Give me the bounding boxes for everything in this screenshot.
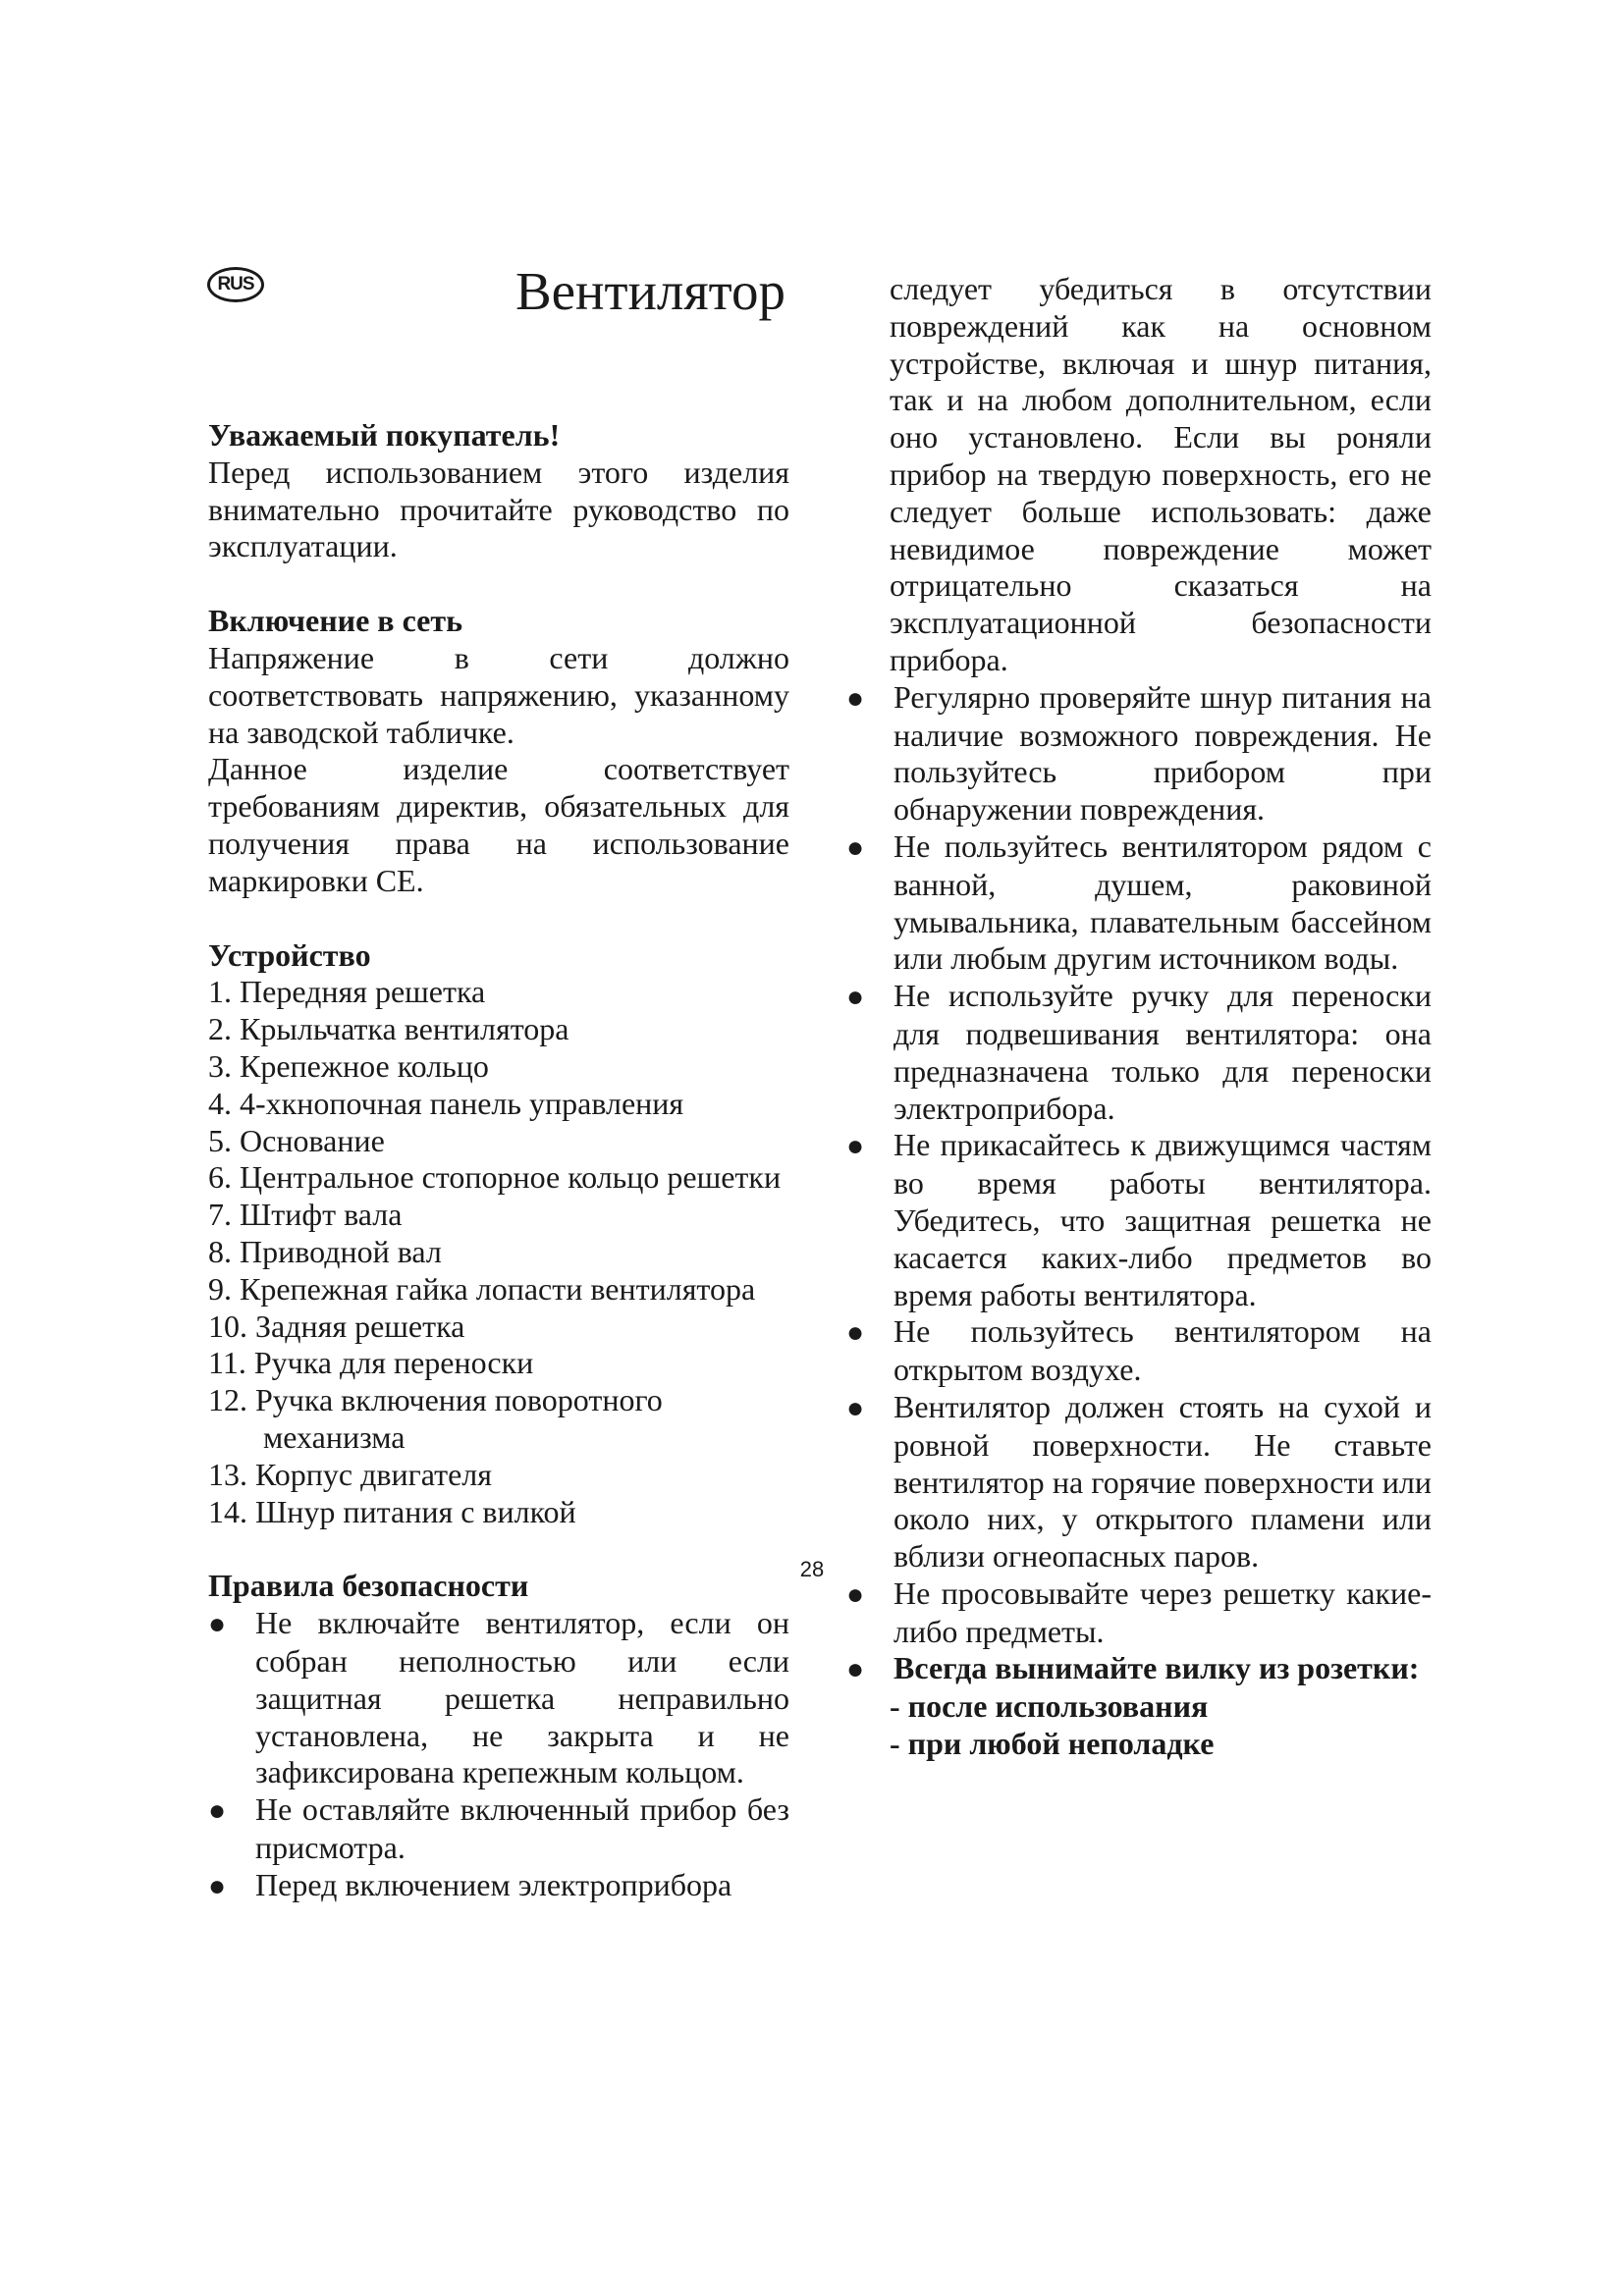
- greeting-text: Перед использованием этого изделия внимательно прочитайте руководство по эксплуатации.: [208, 454, 789, 564]
- greeting-heading: Уважаемый покупатель!: [208, 417, 561, 453]
- list-item: 14. Шнур питания с вилкой: [208, 1493, 576, 1529]
- list-item: 2. Крыльчатка вентилятора: [208, 1011, 569, 1047]
- list-item: 3. Крепежное кольцо: [208, 1047, 489, 1084]
- safety-item-text: Не просовывайте через решетку какие-либо предметы.: [893, 1575, 1432, 1649]
- safety-item: [846, 828, 1432, 978]
- bullet-icon: ●: [208, 1869, 227, 1902]
- safety-item-text: Вентилятор должен стоять на сухой и ровной поверхности. Не ставьте вентилятор на горячие поверхности или около них, у открытого пламени или вблизи огнеопасных паров.: [893, 1388, 1432, 1575]
- safety-item: [846, 1389, 1432, 1575]
- spacer: [208, 900, 789, 937]
- list-item: 11. Ручка для переноски: [208, 1345, 534, 1381]
- safety-item: [846, 1313, 1432, 1389]
- list-item: 9. Крепежная гайка лопасти вентилятора: [208, 1270, 756, 1307]
- list-item: 8. Приводной вал: [208, 1233, 442, 1269]
- bullet-icon: ●: [208, 1794, 227, 1828]
- safety-item-text: Перед включением электроприбора: [255, 1866, 732, 1902]
- language-badge: RUS: [207, 267, 264, 302]
- safety-item-text: Регулярно проверяйте шнур питания на наличие возможного повреждения. Не пользуйтесь прибором при обнаружении повреждения.: [893, 678, 1432, 828]
- device-parts-list: [208, 974, 789, 1530]
- list-item: 4. 4-хкнопочная панель управления: [208, 1085, 684, 1121]
- unplug-heading: Всегда вынимайте вилку из розетки:: [893, 1650, 1420, 1686]
- bullet-icon: ●: [846, 1130, 865, 1163]
- safety-item-text: Не используйте ручку для переноски для подвешивания вентилятора: она предназначена только для переноски электроприбора.: [893, 978, 1432, 1126]
- bullet-icon: ●: [846, 1653, 865, 1686]
- list-item: 12. Ручка включения поворотного механизма: [208, 1382, 663, 1455]
- safety-item: [846, 978, 1432, 1127]
- list-item: 10. Задняя решетка: [208, 1308, 465, 1344]
- safety-item: [208, 1605, 789, 1791]
- unplug-case: - при любой неполадке: [890, 1726, 1215, 1762]
- list-item: 5. Основание: [208, 1122, 385, 1158]
- safety-item: [846, 1127, 1432, 1313]
- safety-item-text: Не прикасайтесь к движущимся частям во время работы вентилятора. Убедитесь, что защитная решетка не касается каких-либо предметов во время работы вентилятора.: [893, 1127, 1432, 1312]
- safety-item-text: Не пользуйтесь вентилятором рядом с ванной, душем, раковиной умывальника, плавательным бассейном или любым другим источником воды.: [893, 828, 1432, 977]
- page-number: 28: [799, 1557, 825, 1581]
- bullet-icon: ●: [846, 1316, 865, 1350]
- list-item: 1. Передняя решетка: [208, 974, 486, 1010]
- safety-item-text: Не пользуйтесь вентилятором на открытом воздухе.: [893, 1313, 1432, 1388]
- power-text-ce: Данное изделие соответствует требованиям директив, обязательных для получения права на использование маркировки CE.: [208, 751, 789, 898]
- bullet-icon: ●: [846, 1577, 865, 1611]
- bullet-icon: ●: [846, 981, 865, 1014]
- bullet-icon: ●: [846, 830, 865, 864]
- safety-item: [208, 1867, 789, 1905]
- left-column: [208, 417, 789, 1904]
- bullet-icon: ●: [846, 681, 865, 715]
- unplug-case: - после использования: [890, 1688, 1209, 1725]
- spacer: [208, 565, 789, 603]
- safety-item-text: Не включайте вентилятор, если он собран неполностью или если защитная решетка неправильно установлена, не закрыта и не зафиксирована крепежным кольцом.: [255, 1605, 789, 1790]
- bullet-icon: ●: [846, 1391, 865, 1424]
- power-text-voltage: Напряжение в сети должно соответствовать напряжению, указанному на заводской табличке.: [208, 639, 789, 750]
- device-heading: Устройство: [208, 936, 371, 973]
- safety-item-text: Не оставляйте включенный прибор без присмотра.: [255, 1791, 789, 1865]
- safety-item-continuation: следует убедиться в отсутствии повреждений как на основном устройстве, включая и шнур питания, так и на любом дополнительном, если оно установлено. Если вы роняли прибор на твердую поверхность, его не следует больше использовать: даже невидимое повреждение может отрицательно сказаться на эксплуатационной безопасности прибора.: [890, 271, 1432, 677]
- safety-item: [208, 1791, 789, 1867]
- unplug-warning: [846, 1650, 1432, 1688]
- safety-item: [846, 679, 1432, 828]
- page-title: Вентилятор: [514, 261, 785, 321]
- list-item: 7. Штифт вала: [208, 1197, 403, 1233]
- safety-heading: Правила безопасности: [208, 1568, 529, 1604]
- power-heading: Включение в сеть: [208, 603, 463, 639]
- list-item: 6. Центральное стопорное кольцо решетки: [208, 1159, 782, 1196]
- right-column: [846, 271, 1432, 1763]
- safety-item: [846, 1575, 1432, 1651]
- list-item: 13. Корпус двигателя: [208, 1456, 492, 1492]
- bullet-icon: ●: [208, 1608, 227, 1641]
